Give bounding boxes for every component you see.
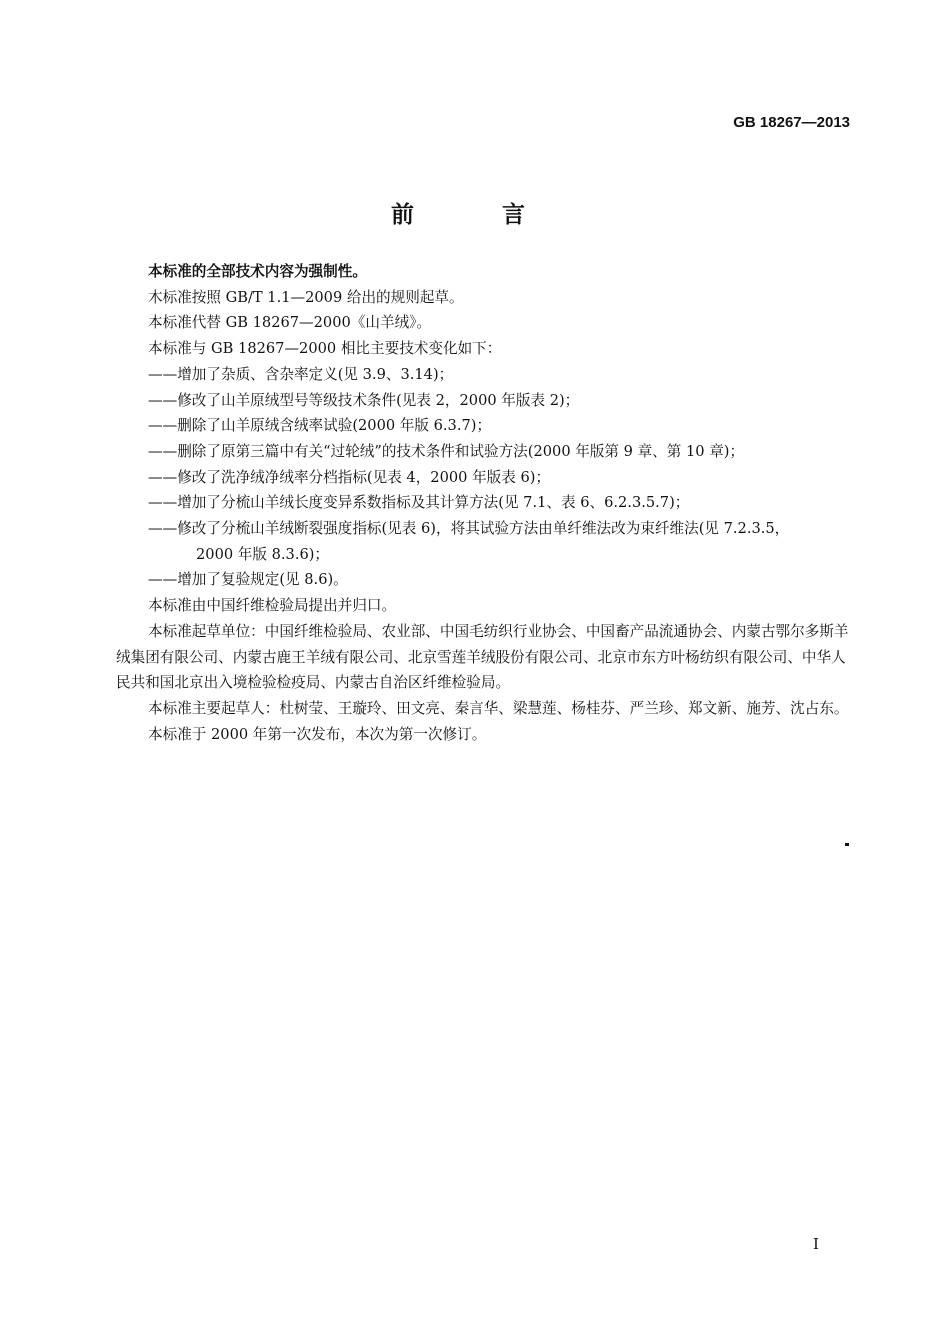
paragraph-changes-intro: 本标准与 GB 18267—2000 相比主要技术变化如下：: [148, 340, 502, 358]
foreword-body: [116, 259, 856, 747]
change-item: ——删除了原第三篇中有关“过轮绒”的技术条件和试验方法(2000 年版第 9 章、第 10 章)；: [148, 442, 745, 460]
paragraph-proposer: 本标准由中国纤维检验局提出并归口。: [148, 597, 397, 615]
scan-speck: [845, 843, 849, 846]
change-item: ——增加了复验规定(见 8.6)。: [148, 571, 348, 589]
page-title: 前 言: [390, 201, 565, 228]
change-item: ——修改了山羊原绒型号等级技术条件(见表 2，2000 年版表 2)；: [148, 391, 580, 409]
change-item: ——增加了杂质、含杂率定义(见 3.9、3.14)；: [148, 365, 454, 383]
paragraph-mandatory: 本标准的全部技术内容为强制性。: [148, 263, 367, 280]
paragraph-drafting-units: 本标准起草单位：中国纤维检验局、农业部、中国毛纺织行业协会、中国畜产品流通协会、内蒙古鄂尔多斯羊绒集团有限公司、内蒙古鹿王羊绒有限公司、北京雪莲羊绒股份有限公司、北京市东方叶杨纺织有限公司、中华人民共和国北京出入境检验检疫局、内蒙古自治区纤维检验局。: [116, 622, 849, 692]
change-item: ——修改了分梳山羊绒断裂强度指标(见表 6)，将其试验方法由单纤维法改为束纤维法(见 7.2.3.5，: [148, 520, 790, 538]
paragraph-drafters: 本标准主要起草人：杜树莹、王璇玲、田文亮、秦言华、梁慧莲、杨桂芬、严兰珍、郑文新、施芳、沈占东。: [148, 699, 849, 717]
change-item-continuation: 2000 年版 8.3.6)；: [196, 545, 330, 563]
standard-number: GB 18267—2013: [733, 114, 850, 131]
change-item: ——增加了分梳山羊绒长度变异系数指标及其计算方法(见 7.1、表 6、6.2.3.5.7)；: [148, 494, 690, 512]
paragraph-replaces: 本标准代替 GB 18267—2000《山羊绒》。: [148, 314, 432, 332]
change-item: ——修改了洗净绒净绒率分档指标(见表 4，2000 年版表 6)；: [148, 468, 551, 486]
page-number: I: [813, 1235, 819, 1253]
change-item: ——删除了山羊原绒含绒率试验(2000 年版 6.3.7)；: [148, 417, 492, 435]
paragraph-drafting-rules: 木标准按照 GB/T 1.1—2009 给出的规则起草。: [148, 288, 464, 306]
paragraph-history: 本标准于 2000 年第一次发布，本次为第一次修订。: [148, 725, 487, 743]
